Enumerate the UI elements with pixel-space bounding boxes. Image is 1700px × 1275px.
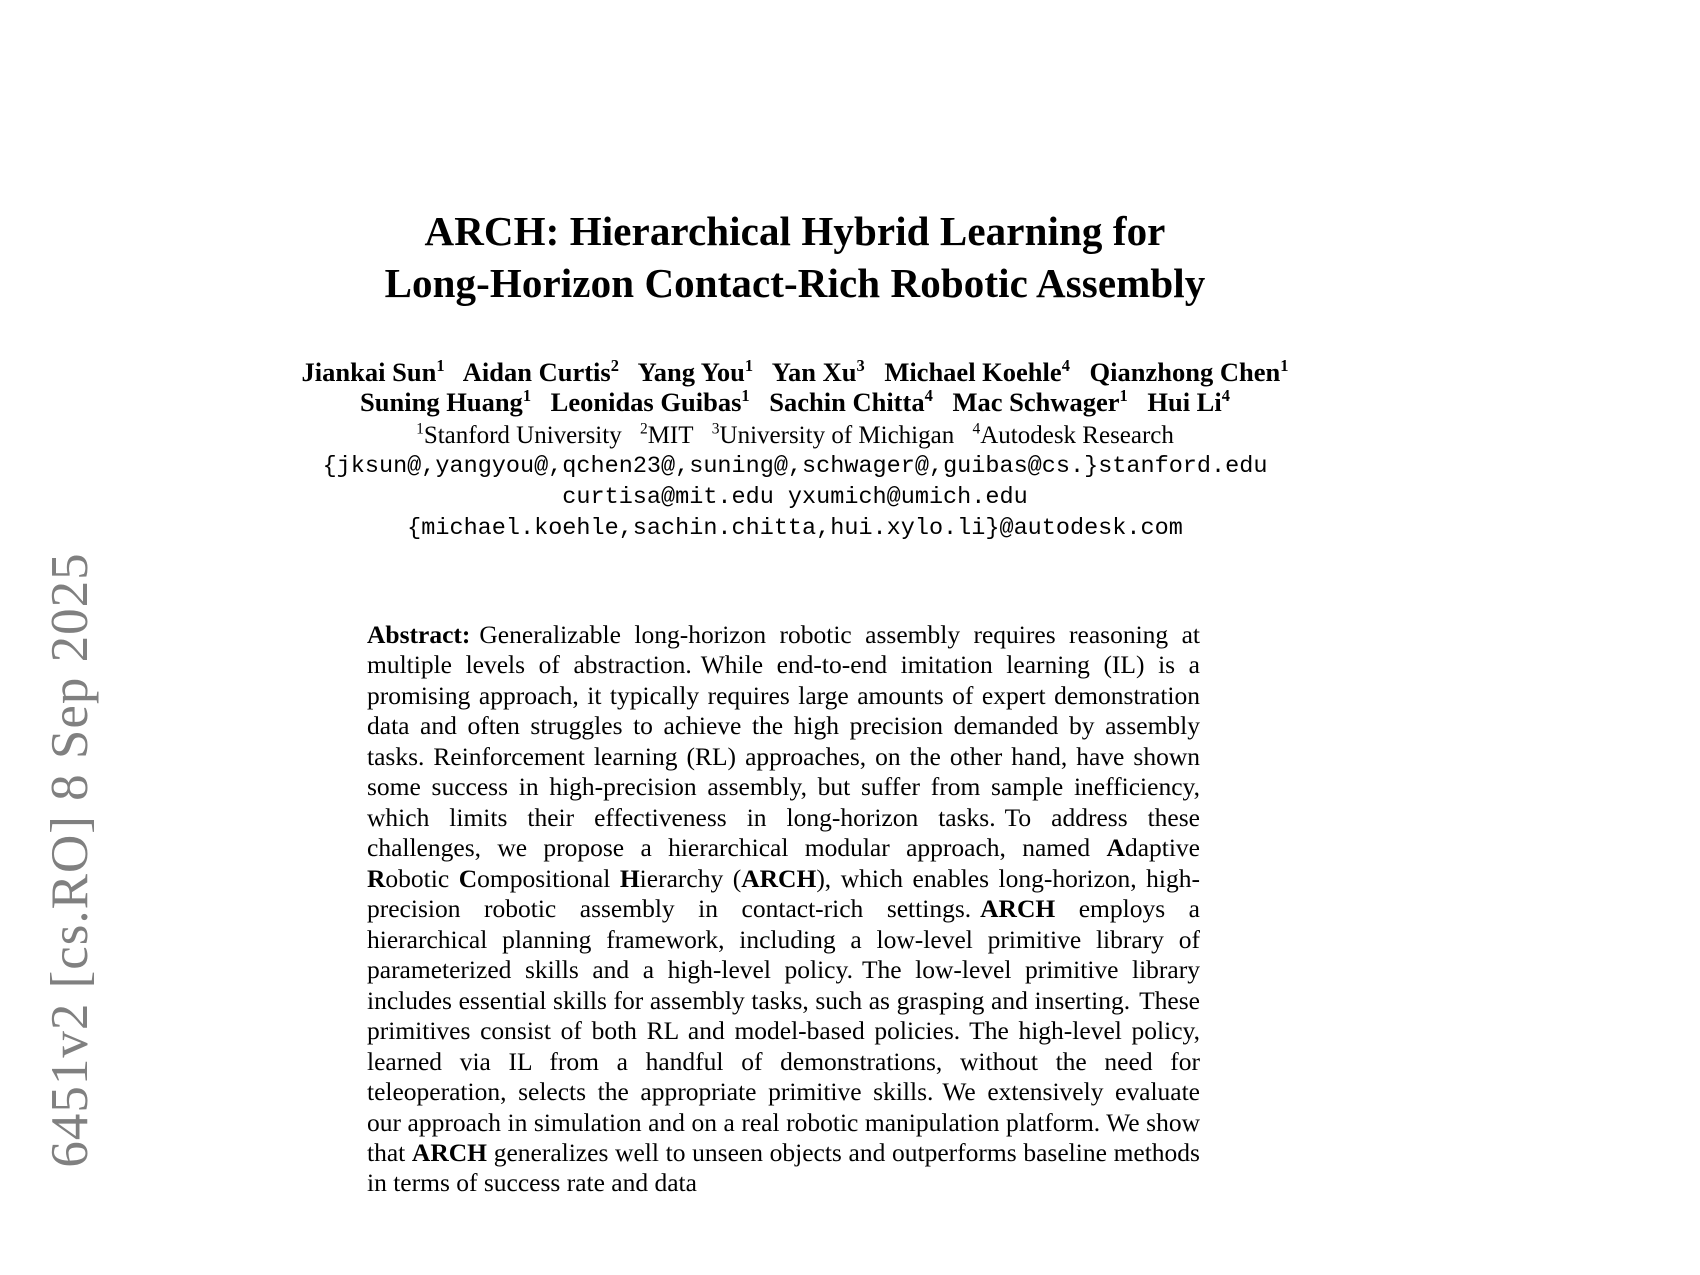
abstract-section <box>367 620 1200 1199</box>
acronym-letter-r: R <box>367 863 386 893</box>
affil-marker: 2 <box>639 420 648 438</box>
author-affil-marker: 1 <box>1119 386 1128 406</box>
affil-marker: 4 <box>972 420 981 438</box>
affil-name: Autodesk Research <box>980 421 1174 449</box>
abstract-text: Generalizable long-horizon robotic assembly requires reasoning at multiple levels of abstraction. <box>367 620 1200 680</box>
abstract-text: To address these challenges, we propose a hierarchical modular approach, named <box>367 802 1200 863</box>
author-affil-marker: 4 <box>924 386 933 406</box>
author-name: Hui Li <box>1147 386 1222 417</box>
author-name: Sachin Chitta <box>769 386 925 417</box>
acronym-letter-c: C <box>458 863 478 893</box>
abstract-text: obotic <box>385 863 459 893</box>
author-name: Leonidas Guibas <box>550 386 742 417</box>
author-name: Aidan Curtis <box>462 357 611 387</box>
author-affil-marker: 3 <box>856 356 865 376</box>
abstract-text: The low-level primitive library includes essential skills for assembly tasks, such as grasping and inserting. <box>367 955 1200 1015</box>
author-affil-marker: 1 <box>522 386 532 406</box>
abstract-label: Abstract: <box>367 620 471 649</box>
abstract-text: ), which enables long-horizon, high-precision robotic assembly in contact-rich settings. <box>367 863 1200 924</box>
affil-marker: 3 <box>711 420 720 438</box>
affil-marker: 1 <box>416 420 424 438</box>
author-name: Suning Huang <box>360 386 523 417</box>
author-name: Michael Koehle <box>884 357 1062 387</box>
abstract-text: These primitives consist of both RL and model-based policies. <box>367 985 1200 1046</box>
email-line-stanford: {jksun@,yangyou@,qchen23@,suning@,schwager@,guibas@cs.}stanford.edu <box>322 453 1268 481</box>
author-block <box>290 358 1300 544</box>
arxiv-stamp: 6451v2 [cs.RO] 8 Sep 2025 <box>41 552 99 1168</box>
affil-name: University of Michigan <box>719 421 955 449</box>
author-row-1 <box>290 358 1300 388</box>
acronym-letter-a: A <box>1106 833 1125 863</box>
author-affil-marker: 4 <box>1221 386 1230 406</box>
abstract-text: daptive <box>1124 833 1200 863</box>
acronym-arch: ARCH <box>980 894 1056 924</box>
author-affil-marker: 1 <box>1280 356 1289 376</box>
author-row-2 <box>290 388 1300 418</box>
affiliation-line <box>290 421 1300 452</box>
page-title <box>330 205 1260 310</box>
title-line-1: ARCH: Hierarchical Hybrid Learning for <box>424 208 1166 254</box>
author-affil-marker: 1 <box>436 356 445 376</box>
author-name: Qianzhong Chen <box>1089 357 1281 387</box>
author-affil-marker: 1 <box>741 386 750 406</box>
abstract-text: While end-to-end imitation learning (IL) is a promising approach, it typically requires large amounts of expert demonstration data and often struggles to achieve the high precision demanded by assembly tasks. <box>367 650 1200 771</box>
abstract-text: generalizes well to unseen objects and outperforms baseline methods in terms of success rate and data <box>367 1137 1200 1198</box>
abstract-text: ompositional <box>477 863 620 893</box>
author-affil-marker: 2 <box>610 356 619 376</box>
author-name: Yang You <box>637 357 745 387</box>
author-affil-marker: 1 <box>744 356 754 376</box>
email-line-mit-umich: curtisa@mit.edu yxumich@umich.edu <box>562 484 1028 512</box>
author-name: Jiankai Sun <box>301 357 437 387</box>
affil-name: Stanford University <box>423 421 622 449</box>
abstract-text: employs a hierarchical planning framework, including a low-level primitive library of parameterized skills and a high-level policy. <box>367 894 1200 985</box>
author-affil-marker: 4 <box>1061 356 1070 376</box>
author-name: Yan Xu <box>771 357 857 387</box>
author-name: Mac Schwager <box>952 386 1120 417</box>
acronym-arch: ARCH <box>741 863 817 893</box>
email-line-autodesk: {michael.koehle,sachin.chitta,hui.xylo.li}@autodesk.com <box>407 515 1183 543</box>
abstract-text: ierarchy ( <box>639 863 742 893</box>
acronym-arch: ARCH <box>411 1137 488 1167</box>
acronym-letter-h: H <box>619 863 640 893</box>
affil-name: MIT <box>647 421 694 449</box>
title-line-2: Long-Horizon Contact-Rich Robotic Assembly <box>384 260 1206 307</box>
abstract-text: We extensively evaluate our approach in simulation and on a real robotic manipulation platform. We show that <box>367 1077 1200 1167</box>
abstract-text: The high-level policy, learned via IL from a handful of demonstrations, without the need for teleoperation, selects the appropriate primitive skills. <box>367 1016 1200 1107</box>
abstract-text: Reinforcement learning (RL) approaches, on the other hand, have shown some success in high-precision assembly, but suffer from sample inefficiency, which limits their effectiveness in long-horizon tasks. <box>367 741 1200 832</box>
